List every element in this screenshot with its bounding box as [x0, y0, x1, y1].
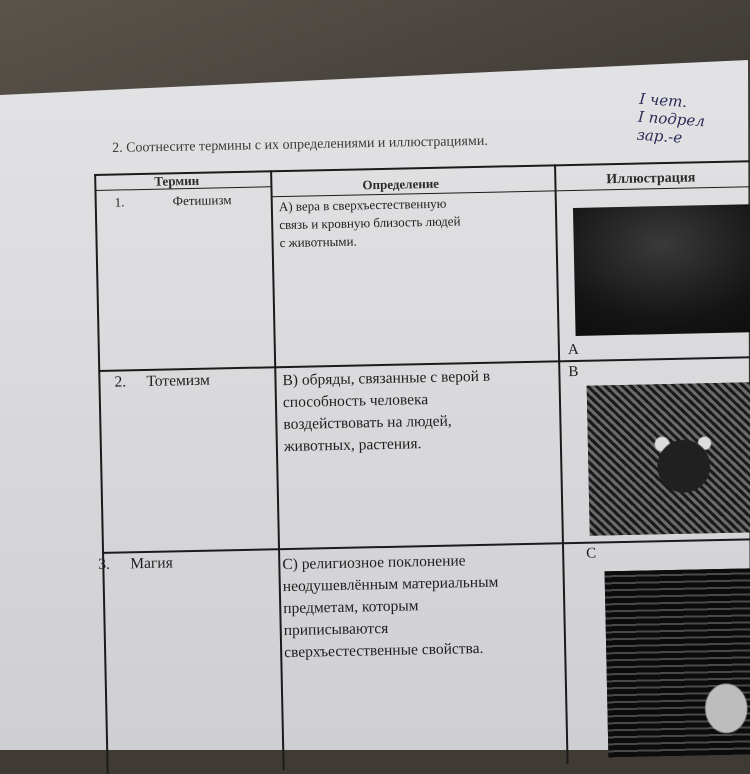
- illustration-label: C: [586, 545, 597, 562]
- illustration-label: A: [567, 341, 579, 359]
- term-name: Магия: [130, 554, 173, 573]
- term-name: Фетишизм: [172, 192, 232, 209]
- task-title: 2. Соотнесите термины с их определениями и иллюстрациями.: [112, 133, 488, 156]
- handwritten-note: I подрел: [637, 107, 706, 131]
- definition-c: [282, 550, 500, 664]
- handwritten-note: I чет.: [638, 89, 688, 112]
- illustration-c-image: [605, 567, 750, 757]
- definition-b: [282, 366, 491, 458]
- matching-table: [94, 153, 750, 768]
- definition-line: животных, растения.: [283, 435, 422, 456]
- handwritten-note: зар.-е: [636, 125, 683, 147]
- definition-line: с животными.: [279, 233, 357, 251]
- header-illustration: Иллюстрация: [606, 170, 696, 188]
- column-divider-2: [554, 164, 568, 764]
- definition-line: приписываются: [283, 619, 389, 640]
- definition-line: способность человека: [282, 391, 429, 412]
- definition-line: связь и кровную близость людей: [279, 213, 461, 233]
- definition-line: сверхъестественные свойства.: [284, 639, 484, 662]
- handwritten-notes: [636, 90, 707, 149]
- term-number: 2.: [114, 373, 127, 391]
- definition-line: воздействовать на людей,: [283, 412, 452, 434]
- illustration-a-image: [573, 203, 750, 336]
- column-divider-1: [270, 170, 284, 770]
- illustration-label: B: [568, 363, 579, 381]
- definition-line: неодушевлённым материальным: [282, 573, 499, 596]
- header-definition: Определение: [362, 175, 440, 193]
- definition-line: С) религиозное поклонение: [282, 552, 466, 574]
- illustration-b-image: [587, 381, 750, 535]
- term-name: Тотемизм: [146, 371, 210, 390]
- header-rule: [271, 185, 750, 197]
- term-number: 1.: [114, 194, 125, 210]
- definition-line: А) вера в сверхъестественную: [278, 195, 447, 215]
- definition-line: В) обряды, связанные с верой в: [282, 367, 491, 390]
- header-term: Термин: [154, 172, 200, 189]
- term-number: 3.: [98, 555, 111, 573]
- definition-a: [279, 194, 461, 252]
- definition-line: предметам, которым: [283, 597, 419, 618]
